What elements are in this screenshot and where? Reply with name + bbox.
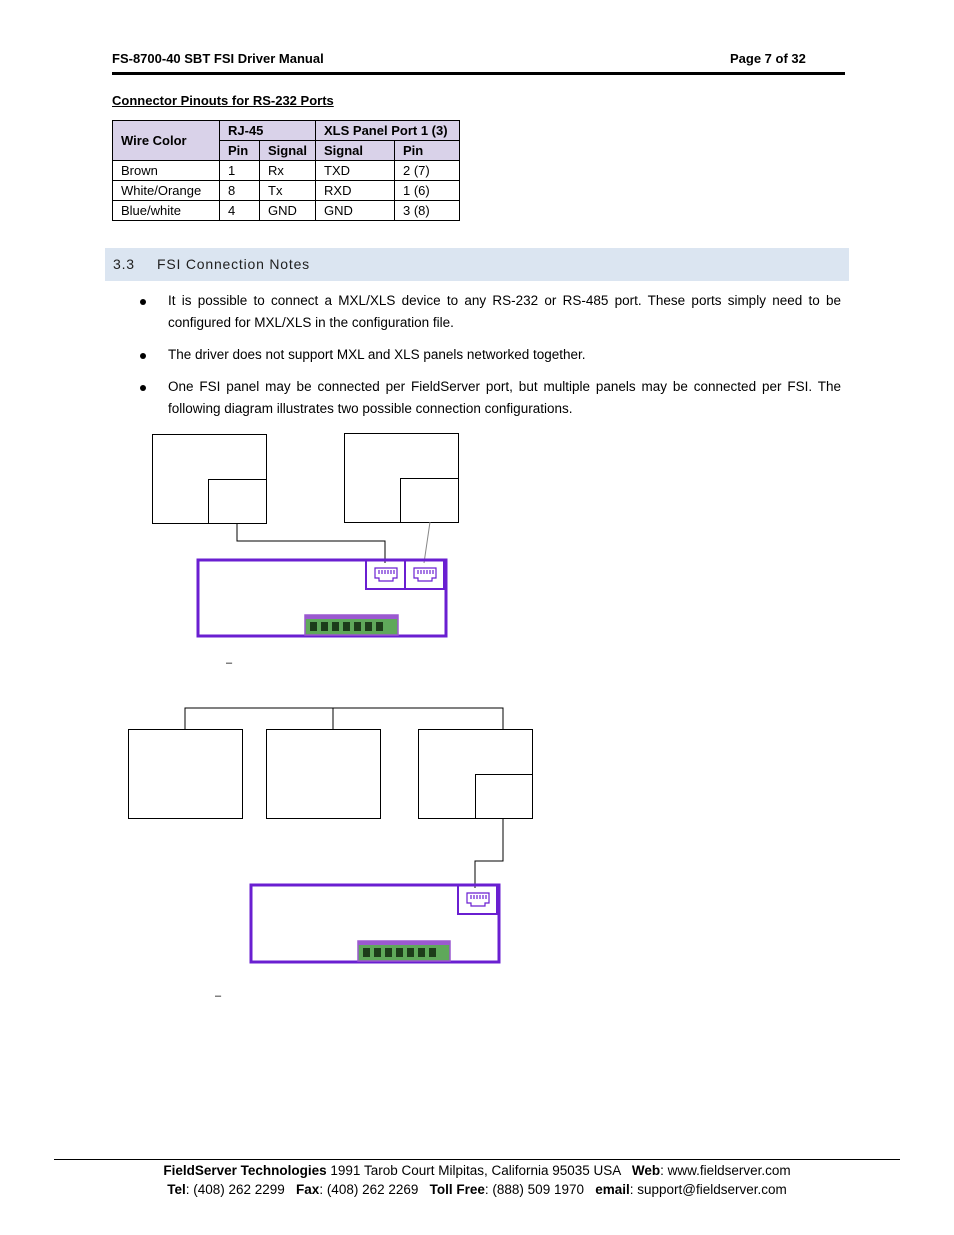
diagram-caption-mark: –	[215, 990, 222, 1002]
footer-web-label: Web	[631, 1163, 661, 1178]
page-number: Page 7 of 32	[730, 51, 806, 66]
fire-panel-box	[129, 730, 243, 819]
sub-header: Pin	[395, 141, 460, 161]
section-number: 3.3	[113, 256, 135, 272]
serial-cable-line	[237, 523, 385, 563]
table-cell: GND	[260, 201, 316, 221]
footer-line-two	[0, 1182, 954, 1197]
table-cell: RXD	[316, 181, 395, 201]
table-cell: TXD	[316, 161, 395, 181]
terminal-block-connector-icon	[358, 941, 450, 961]
panel-port-box	[476, 775, 533, 819]
table-cell: 1 (6)	[395, 181, 460, 201]
rj45-port-icon	[375, 568, 397, 581]
table-cell: Rx	[260, 161, 316, 181]
footer-fax-label: Fax	[296, 1182, 320, 1197]
serial-cable-line	[475, 818, 503, 888]
footer-line-one	[0, 1163, 954, 1178]
section-title: FSI Connection Notes	[157, 256, 310, 272]
configuration-one	[153, 434, 459, 670]
network-line	[185, 708, 503, 729]
list-item-text: The driver does not support MXL and XLS panels networked together.	[168, 347, 586, 362]
table-cell: 3 (8)	[395, 201, 460, 221]
table-cell: 2 (7)	[395, 161, 460, 181]
document-title: FS-8700-40 SBT FSI Driver Manual	[112, 51, 324, 66]
diagram-caption-mark: –	[226, 657, 233, 669]
wire-color-header: Wire Color	[113, 121, 220, 161]
table-cell: White/Orange	[113, 181, 220, 201]
footer-tollfree: : (888) 509 1970	[484, 1182, 596, 1197]
rj45-port-icon	[467, 893, 489, 906]
table-cell: 1	[220, 161, 260, 181]
terminal-block-connector-icon	[305, 615, 398, 635]
rj45-port-box	[458, 885, 497, 914]
connector-pinouts-heading: Connector Pinouts for RS-232 Ports	[112, 93, 334, 108]
footer-email-label: email	[595, 1182, 630, 1197]
rj45-port-icon	[414, 568, 436, 581]
footer-rule	[54, 1159, 900, 1160]
list-item-text: One FSI panel may be connected per FieldServer port, but multiple panels may be connected per FSI. The following diagram illustrates two possible connection configurations.	[168, 379, 841, 416]
fire-panel-box	[267, 730, 381, 819]
xls-header: XLS Panel Port 1 (3)	[316, 121, 460, 141]
table-cell: 4	[220, 201, 260, 221]
table-cell: GND	[316, 201, 395, 221]
panel-port-box	[401, 479, 459, 523]
serial-cable-line	[424, 522, 430, 563]
footer-address: 1991 Tarob Court Milpitas, California 95035 USA	[326, 1163, 632, 1178]
sub-header: Signal	[260, 141, 316, 161]
panel-port-box	[209, 480, 267, 524]
footer-fax: : (408) 262 2269	[319, 1182, 430, 1197]
configuration-two	[129, 708, 533, 1002]
rj45-header: RJ-45	[220, 121, 316, 141]
rj45-port-box	[405, 560, 444, 589]
table-cell: Blue/white	[113, 201, 220, 221]
table-cell: 8	[220, 181, 260, 201]
rj45-port-box	[366, 560, 405, 589]
list-item-text: It is possible to connect a MXL/XLS device to any RS-232 or RS-485 port. These ports simply need to be configured for MXL/XLS in the configuration file.	[168, 293, 841, 330]
footer-company: FieldServer Technologies	[163, 1163, 327, 1178]
footer-tollfree-label: Toll Free	[429, 1182, 485, 1197]
table-cell: Brown	[113, 161, 220, 181]
sub-header: Signal	[316, 141, 395, 161]
footer-tel: : (408) 262 2299	[185, 1182, 297, 1197]
footer-email: : support@fieldserver.com	[629, 1182, 787, 1197]
footer-web: : www.fieldserver.com	[660, 1163, 791, 1178]
table-cell: Tx	[260, 181, 316, 201]
footer-tel-label: Tel	[167, 1182, 186, 1197]
sub-header: Pin	[220, 141, 260, 161]
